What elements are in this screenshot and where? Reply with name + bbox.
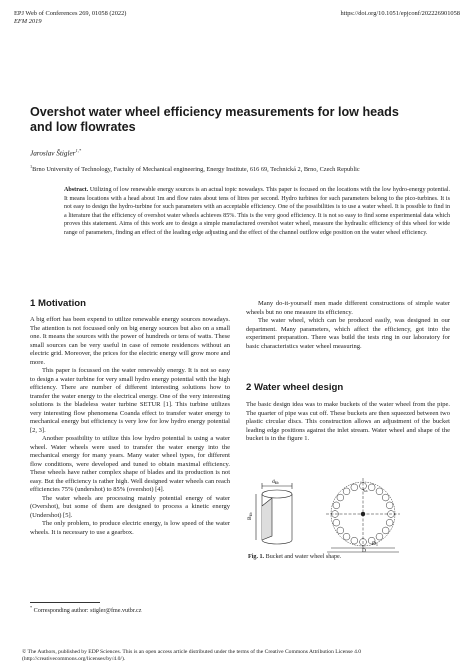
doi-link[interactable]: https://doi.org/10.1051/epjconf/202226901058 — [340, 10, 460, 17]
section-2-heading: 2 Water wheel design — [246, 382, 344, 393]
journal-reference — [14, 10, 126, 26]
right-column-section-2 — [246, 401, 450, 444]
figure-caption — [248, 554, 341, 560]
license-footer — [22, 649, 454, 664]
footnote — [30, 605, 141, 614]
label-tkb: $t_{kb}$ — [363, 487, 368, 493]
wheel-bucket — [333, 519, 340, 526]
journal-line-2: EFM 2019 — [14, 18, 42, 25]
bucket-drawing — [256, 483, 292, 544]
wheel-bucket — [382, 527, 389, 534]
label-dkb: dkb — [272, 479, 279, 485]
paragraph: A big effort has been expend to utilize renewable energy sources nowadays. The attention is not focussed only on big energy sources but also on a small one. It means the sources with the power of hundreds or tens of watts. These small sources can be very useful in case of remote residences without an electric grid. Moreover, the prices for the electric energy will grow more and more. — [30, 316, 230, 366]
caption-label: Fig. 1. — [248, 554, 265, 560]
label-bkb: Bkb — [247, 512, 253, 520]
author-name: Jaroslav Štigler — [30, 149, 76, 158]
wheel-bucket — [386, 519, 393, 526]
abstract-label: Abstract. — [64, 187, 89, 193]
journal-line-1: EPJ Web of Conferences 269, 01058 (2022) — [14, 10, 127, 17]
abstract — [64, 186, 450, 237]
author-superscript: 1,* — [75, 148, 82, 153]
affiliation-superscript: 1 — [30, 164, 33, 169]
abstract-text: Utilizing of low renewable energy sources is an actual topic nowadays. This paper is focused on the locations with the low hydro-energy potential. It means locations with a head about 1m and flow rates about tens of litres per second. Hydro turbines for such parameters belong to the pico-turbines. It is not easy to design the hydro-turbine for such parameters with an acceptable efficiency. One of the possibilities is to use a water wheel. It is possible to find in a literature that the efficiency of overshot water wheels achieves 85%. This is the very good efficiency. It is not so easy to find some experimental data which proves this statement. Aims of this work are to design a simple manufactured overshot water wheel, measure the hydraulic efficiency of this wheel for wide range of parameters, finding an effect of the leading edge adjusting and the effect of the channel outflow edge position on the water wheel efficiency. — [64, 187, 450, 236]
figure-1-drawing — [248, 478, 454, 552]
section-1-heading: 1 Motivation — [30, 298, 86, 309]
paragraph: Many do-it-yourself men made different constructions of simple water wheels but no one measure its efficiency. — [246, 300, 450, 316]
footnote-text: Corresponding author: stigler@fme.vutbr.cz — [33, 608, 142, 615]
label-d: D — [362, 548, 366, 554]
wheel-bucket — [337, 494, 344, 501]
paragraph: Another possibility to utilize this low hydro potential is using a water wheel. Water wheels were used to transfer the water energy into the mechanical energy for many years. Many water wheel types, for different flow conditions, were developed and tuned to obtain maximal efficiency. These wheels have rather complex shape of blades and its production is not easy. But the efficiency is rather high. Well designed water wheels can reach efficiencies 75% (undershot) to 85% (overshot) [4]. — [30, 435, 230, 493]
footnote-mark: * — [30, 605, 33, 610]
author-line — [30, 148, 81, 157]
title-line-2: and low flowrates — [30, 120, 136, 134]
paragraph: The water wheel, which can be produced easily, was designed in our department. Many parameters, which affect the efficiency, got into the experiment preparation. There was build the tests ring in our laboratory for basic characteristics water wheel measuring. — [246, 317, 450, 350]
title-line-1: Overshot water wheel efficiency measurements for low heads — [30, 105, 399, 119]
wheel-bucket — [351, 484, 358, 491]
wheel-bucket — [333, 502, 340, 509]
paragraph: The only problem, to produce electric energy, is low speed of the water wheels. It is necessary to use a gearbox. — [30, 520, 230, 536]
paragraph: This paper is focussed on the water renewably energy. It is not so easy to design a water turbine for very small hydro energy potential with the high efficiency. There are number of different interesting solutions how to transfer the water energy to the electrical energy. One of the very interesting solutions is the bladeless water turbine SETUR [1]. This turbine utilizes very interesting flow phenomena Coanda effect to transfer water energy to mechanical energy but efficiency is very low for low hydro energy potential [2, 3]. — [30, 367, 230, 434]
license-line-1: © The Authors, published by EDP Sciences. This is an open access article distributed under the terms of the Creative Commons Attribution License 4.0 — [22, 649, 362, 655]
right-column-top — [246, 300, 450, 351]
affiliation — [30, 164, 450, 173]
paragraph: The basic design idea was to make buckets of the water wheel from the pipe. The quarter of pipe was cut off. These buckets are then squeezed between two plastic circular discs. This construction allows an adjustment of the bucket leading edge positions against the inlet stream. Water wheel and shape of the bucket is in the figure 1. — [246, 401, 450, 442]
wheel-bucket — [376, 488, 383, 495]
affiliation-text: Brno University of Technology, Factulty of Mechanical engineering, Energy Institute, 616 69, Technická 2, Brno, Czech Republic — [32, 166, 360, 174]
license-link[interactable]: (http://creativecommons.org/licenses/by/4.0/). — [22, 656, 126, 663]
paper-title — [30, 105, 450, 135]
wheel-bucket — [343, 533, 350, 540]
wheel-bucket — [376, 533, 383, 540]
footnote-rule — [30, 602, 100, 603]
label-d1: D1 — [372, 541, 378, 547]
left-column — [30, 316, 230, 537]
wheel-bucket — [343, 488, 350, 495]
paragraph: The water wheels are processing mainly potential energy of water (Overshot), but some of them are designed to process a kinetic energy (Undershot) [5]. — [30, 494, 230, 519]
wheel-bucket — [386, 502, 393, 509]
wheel-bucket — [337, 527, 344, 534]
bucket-top-ellipse — [262, 490, 292, 498]
wheel-bucket — [382, 494, 389, 501]
wheel-bucket — [368, 484, 375, 491]
wheel-bucket — [351, 537, 358, 544]
caption-text: Bucket and water wheel shape. — [265, 554, 342, 560]
